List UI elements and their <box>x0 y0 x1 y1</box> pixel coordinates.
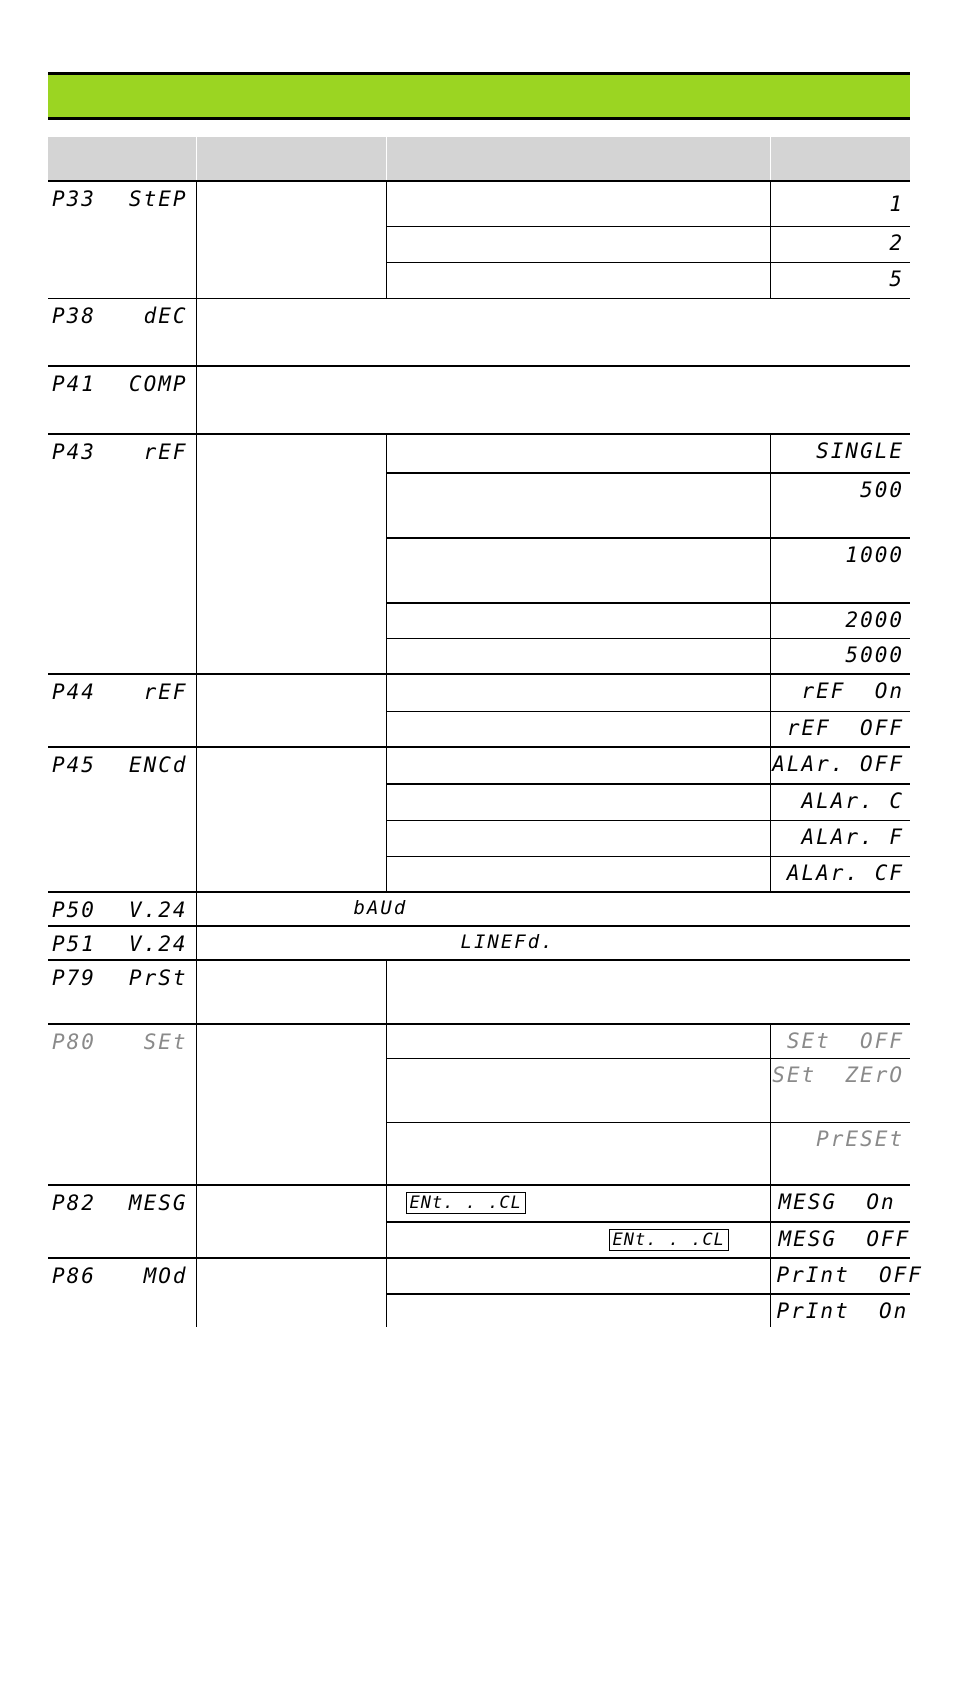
param-name: rEF <box>143 440 188 464</box>
param-number: P41 <box>52 372 96 396</box>
setting-value: 5 <box>889 266 904 291</box>
inline-display-text: LINEFd. <box>460 931 555 953</box>
setting-value: rEF OFF <box>786 715 904 740</box>
table-row <box>48 674 910 711</box>
table-row <box>48 1024 910 1058</box>
param-number: P79 <box>52 966 96 990</box>
table-row <box>48 434 910 473</box>
param-code-cell <box>48 298 196 366</box>
param-name: V.24 <box>128 932 188 956</box>
inline-display-text: bAUd <box>353 897 408 919</box>
param-code-cell <box>48 1258 196 1327</box>
setting-value: PrInt On <box>776 1299 909 1323</box>
setting-value: SINGLE <box>816 439 904 463</box>
param-number: P51 <box>52 932 96 956</box>
param-code-cell <box>48 1024 196 1185</box>
param-name: PrSt <box>128 966 188 990</box>
table-row <box>48 366 910 434</box>
setting-value: SEt OFF <box>786 1029 904 1053</box>
param-name: V.24 <box>128 898 188 922</box>
setting-value: PrInt OFF <box>776 1263 923 1287</box>
param-name: rEF <box>143 680 188 704</box>
param-code-cell <box>48 366 196 434</box>
setting-value: ALAr. OFF <box>772 752 904 776</box>
param-number: P43 <box>52 440 96 464</box>
key-sequence-box: ENt. . .CL <box>609 1229 729 1251</box>
table-row <box>48 926 910 960</box>
setting-value: rEF On <box>801 679 904 703</box>
param-name: SEt <box>143 1030 188 1054</box>
setting-value: 2 <box>889 230 904 255</box>
param-number: P44 <box>52 680 96 704</box>
setting-value: ALAr. F <box>801 824 904 849</box>
param-name: COMP <box>128 372 188 396</box>
table-row <box>48 747 910 784</box>
setting-value: PrESEt <box>816 1126 904 1151</box>
param-number: P50 <box>52 898 96 922</box>
setting-value: 1 <box>889 192 904 216</box>
setting-value: SEt ZErO <box>772 1062 904 1087</box>
header-cell-parameter <box>48 137 196 181</box>
setting-value: MESG On <box>778 1190 896 1214</box>
param-code-cell <box>48 926 196 960</box>
section-header-bar <box>48 72 910 120</box>
setting-value: ALAr. CF <box>786 860 904 885</box>
param-code-cell <box>48 674 196 747</box>
parameter-table <box>48 137 923 1327</box>
setting-value: MESG OFF <box>778 1227 911 1251</box>
param-number: P80 <box>52 1030 96 1054</box>
table-row <box>48 181 910 226</box>
param-number: P86 <box>52 1264 96 1288</box>
param-code-cell <box>48 181 196 298</box>
param-name: MOd <box>143 1264 188 1288</box>
param-number: P45 <box>52 753 96 777</box>
param-code-cell <box>48 1185 196 1258</box>
table-row <box>48 1258 910 1294</box>
param-code-cell <box>48 434 196 674</box>
table-row <box>48 1185 910 1222</box>
table-row <box>48 960 910 1024</box>
param-name: ENCd <box>128 753 188 777</box>
param-number: P33 <box>52 187 96 211</box>
param-name: MESG <box>128 1191 188 1215</box>
setting-value: 2000 <box>845 608 904 632</box>
key-sequence-box: ENt. . .CL <box>406 1192 526 1214</box>
header-cell-function <box>196 137 386 181</box>
table-row <box>48 298 910 366</box>
param-code-cell <box>48 960 196 1024</box>
param-code-cell <box>48 892 196 926</box>
setting-value: 500 <box>860 478 904 502</box>
param-number: P38 <box>52 303 96 328</box>
setting-value: 1000 <box>845 543 904 567</box>
header-cell-description <box>386 137 770 181</box>
table-header-row <box>48 137 910 181</box>
header-cell-setting <box>770 137 910 181</box>
param-name: StEP <box>128 187 188 211</box>
param-code-cell <box>48 747 196 892</box>
setting-value: ALAr. C <box>801 789 904 813</box>
param-number: P82 <box>52 1191 96 1215</box>
param-name: dEC <box>143 303 188 328</box>
setting-value: 5000 <box>845 642 904 667</box>
table-row <box>48 892 910 926</box>
